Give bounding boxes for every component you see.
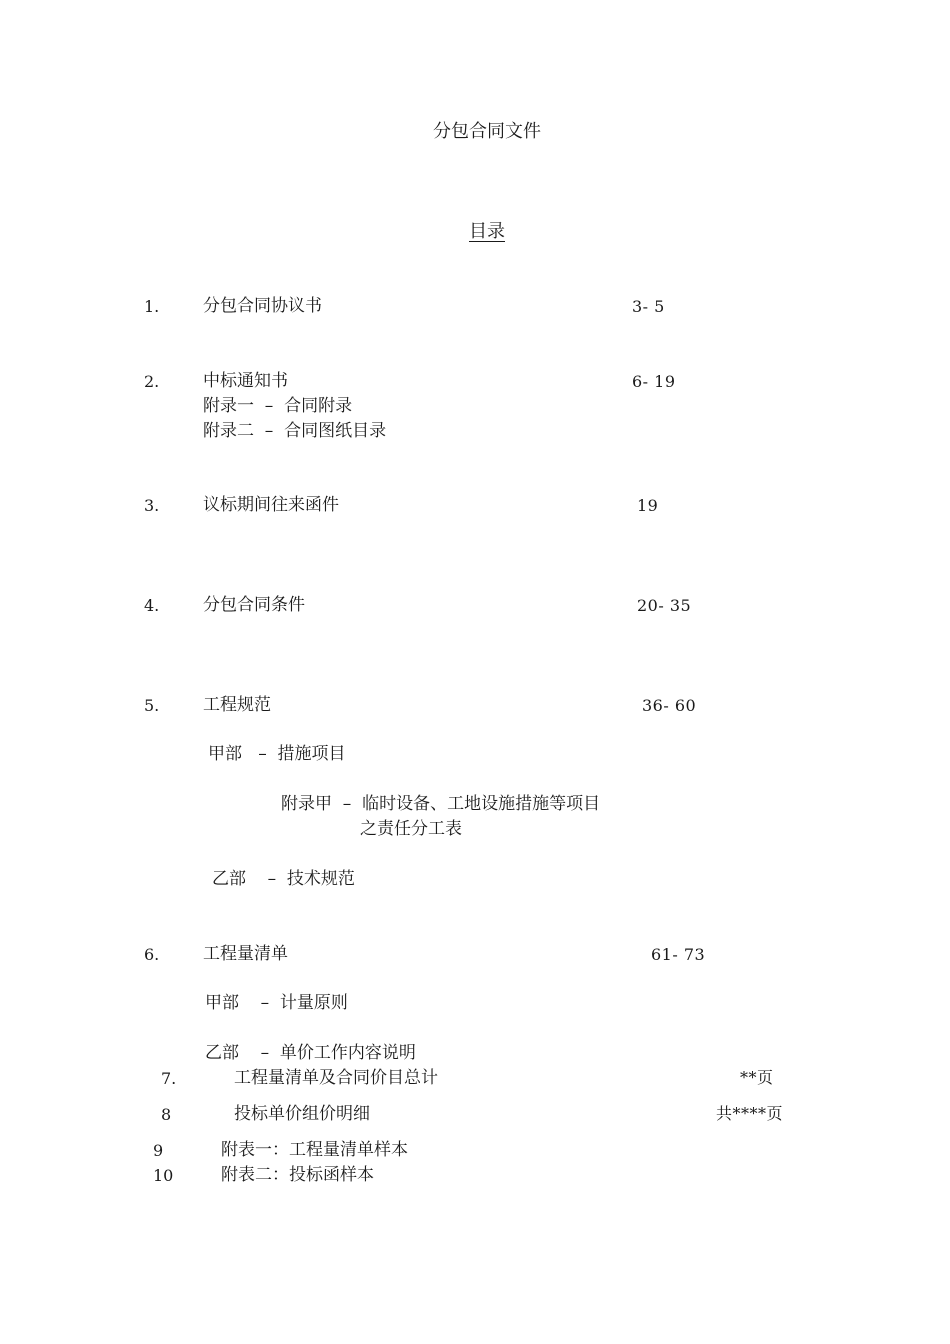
toc-item-3-pages: 19: [637, 496, 659, 515]
toc-item-1-number: 1.: [144, 297, 160, 316]
toc-item-7-label: 工程量清单及合同价目总计: [234, 1068, 438, 1088]
toc-item-9-label: 附表一：工程量清单样本: [221, 1140, 408, 1160]
toc-item-6-pages: 61- 73: [651, 945, 706, 964]
toc-item-2-sub-2: 附录二 – 合同图纸目录: [203, 421, 387, 441]
toc-item-4-label: 分包合同条件: [203, 595, 305, 615]
toc-item-5-part-b: 乙部 – 技术规范: [212, 869, 355, 889]
toc-item-5-appendix-a-line-2: 之责任分工表: [360, 819, 462, 839]
toc-item-6-label: 工程量清单: [203, 944, 288, 964]
toc-item-7-pages: **页: [740, 1068, 774, 1087]
toc-item-7-number: 7.: [161, 1069, 177, 1088]
toc-item-8-label: 投标单价组价明细: [234, 1104, 370, 1124]
toc-item-3-number: 3.: [144, 496, 160, 515]
toc-item-4-pages: 20- 35: [637, 596, 692, 615]
toc-item-5-number: 5.: [144, 696, 160, 715]
toc-item-6-number: 6.: [144, 945, 160, 964]
toc-item-10-number: 10: [153, 1166, 174, 1185]
toc-item-9-number: 9: [153, 1141, 164, 1160]
document-title: 分包合同文件: [433, 121, 541, 142]
toc-item-2-pages: 6- 19: [632, 372, 676, 391]
toc-item-5-label: 工程规范: [203, 695, 271, 715]
toc-item-8-number: 8: [161, 1105, 172, 1124]
toc-item-1-label: 分包合同协议书: [203, 296, 322, 316]
toc-item-2-label: 中标通知书: [203, 371, 288, 391]
toc-item-3-label: 议标期间往来函件: [203, 495, 339, 515]
toc-item-2-number: 2.: [144, 372, 160, 391]
toc-item-6-part-a: 甲部 – 计量原则: [205, 993, 348, 1013]
toc-item-1-pages: 3- 5: [632, 297, 665, 316]
toc-item-5-part-a: 甲部 – 措施项目: [208, 744, 346, 764]
toc-item-5-pages: 36- 60: [642, 696, 697, 715]
toc-heading: [0, 223, 950, 241]
toc-item-4-number: 4.: [144, 596, 160, 615]
toc-item-10-label: 附表二：投标函样本: [221, 1165, 374, 1185]
toc-heading-text: 目录: [469, 221, 505, 242]
toc-item-2-sub-1: 附录一 – 合同附录: [203, 396, 353, 416]
toc-item-6-part-b: 乙部 – 单价工作内容说明: [205, 1043, 416, 1063]
toc-item-8-pages: 共****页: [716, 1104, 784, 1123]
toc-item-5-appendix-a-line-1: 附录甲 – 临时设备、工地设施措施等项目: [281, 794, 601, 814]
